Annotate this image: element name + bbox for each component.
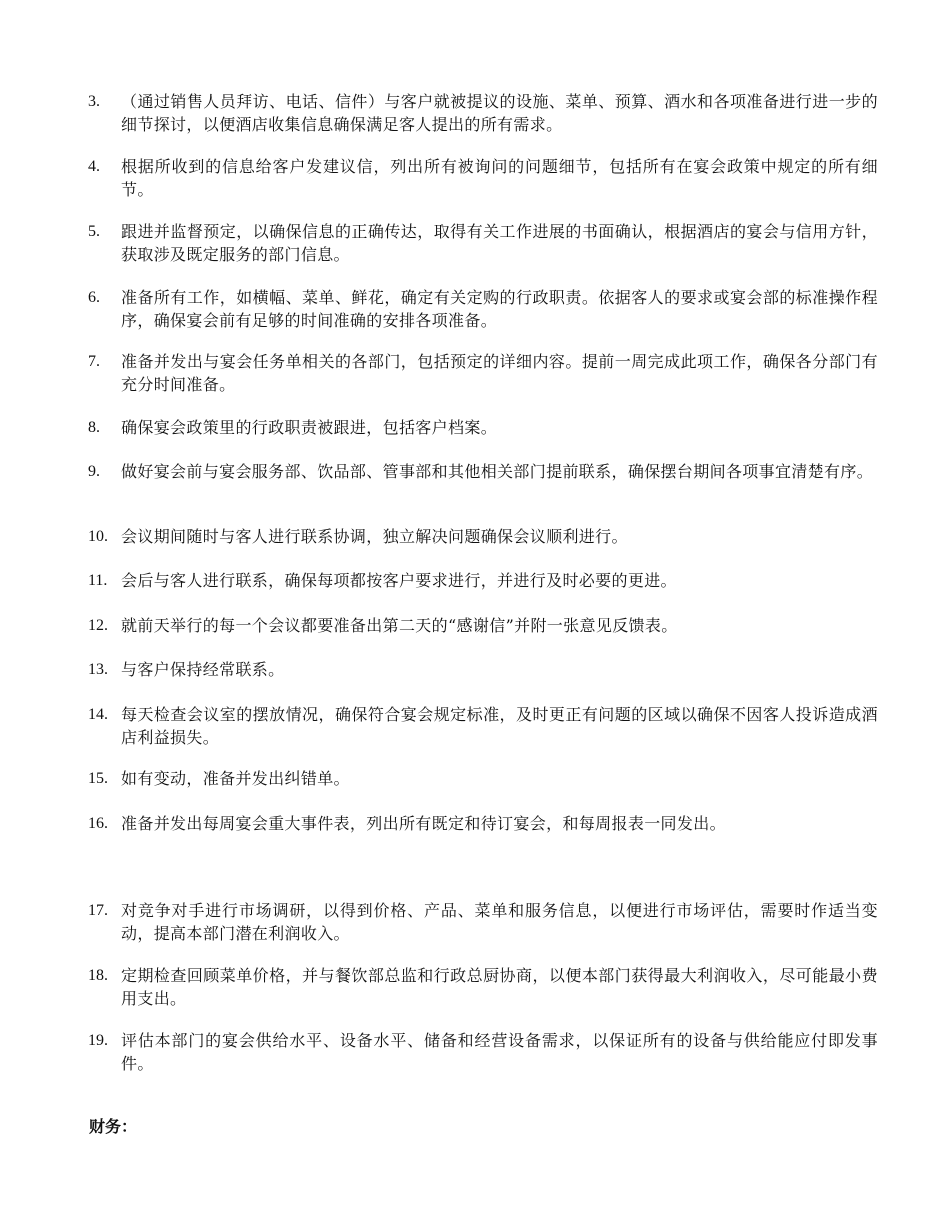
list-item — [88, 614, 878, 637]
item-number: 8. — [88, 419, 100, 436]
list-item — [88, 286, 878, 332]
item-number: 13. — [88, 661, 108, 678]
item-number: 7. — [88, 353, 100, 370]
item-text: 准备并发出每周宴会重大事件表，列出所有既定和待订宴会，和每周报表一同发出。 — [121, 814, 726, 833]
item-text: 就前天举行的每一个会议都要准备出第二天的“感谢信”并附一张意见反馈表。 — [121, 616, 678, 635]
item-text: 评估本部门的宴会供给水平、设备水平、储备和经营设备需求，以保证所有的设备与供给能应付即发事件。 — [121, 1031, 878, 1073]
item-text: 会议期间随时与客人进行联系协调，独立解决问题确保会议顺利进行。 — [121, 527, 628, 546]
item-number: 17. — [88, 902, 108, 919]
item-text: 如有变动，准备并发出纠错单。 — [121, 769, 350, 788]
list-item — [88, 569, 878, 592]
item-number: 14. — [88, 706, 108, 723]
item-text: 准备所有工作，如横幅、菜单、鲜花，确定有关定购的行政职责。依据客人的要求或宴会部的标准操作程序，确保宴会前有足够的时间准确的安排各项准备。 — [121, 288, 878, 330]
list-item — [88, 155, 878, 201]
item-text: 对竞争对手进行市场调研，以得到价格、产品、菜单和服务信息，以便进行市场评估，需要时作适当变动，提高本部门潜在利润收入。 — [121, 901, 878, 943]
item-number: 3. — [88, 93, 100, 110]
list-item — [88, 90, 878, 136]
item-text: 确保宴会政策里的行政职责被跟进，包括客户档案。 — [121, 418, 498, 437]
item-number: 9. — [88, 463, 100, 480]
list-item — [88, 1029, 878, 1075]
item-text: 根据所收到的信息给客户发建议信，列出所有被询问的问题细节，包括所有在宴会政策中规定的所有细节。 — [121, 157, 878, 199]
item-text: 每天检查会议室的摆放情况，确保符合宴会规定标准，及时更正有问题的区域以确保不因客人投诉造成酒店利益损失。 — [121, 705, 878, 747]
list-item — [88, 767, 878, 790]
list-item — [88, 416, 878, 439]
list-item — [88, 899, 878, 945]
list-item — [88, 525, 878, 548]
item-text: 做好宴会前与宴会服务部、饮品部、管事部和其他相关部门提前联系，确保摆台期间各项事宜清楚有序。 — [121, 462, 874, 481]
list-item — [88, 703, 878, 749]
item-number: 18. — [88, 967, 108, 984]
item-number: 11. — [88, 572, 108, 589]
list-item — [88, 460, 878, 483]
item-number: 4. — [88, 158, 100, 175]
item-number: 15. — [88, 770, 108, 787]
section-heading-finance: 财务： — [89, 1117, 138, 1136]
item-number: 12. — [88, 617, 108, 634]
list-item — [88, 350, 878, 396]
item-text: （通过销售人员拜访、电话、信件）与客户就被提议的设施、菜单、预算、酒水和各项准备进行进一步的细节探讨，以便酒店收集信息确保满足客人提出的所有需求。 — [121, 92, 878, 134]
item-text: 会后与客人进行联系，确保每项都按客户要求进行，并进行及时必要的更进。 — [121, 571, 677, 590]
list-item — [88, 220, 878, 266]
item-text: 与客户保持经常联系。 — [121, 660, 285, 679]
list-item — [88, 964, 878, 1010]
list-item — [88, 812, 878, 835]
item-number: 6. — [88, 289, 100, 306]
item-number: 19. — [88, 1032, 108, 1049]
item-text: 跟进并监督预定，以确保信息的正确传达，取得有关工作进展的书面确认，根据酒店的宴会与信用方针，获取涉及既定服务的部门信息。 — [121, 222, 878, 264]
item-number: 16. — [88, 815, 108, 832]
list-item — [88, 658, 878, 681]
item-number: 5. — [88, 223, 100, 240]
item-text: 准备并发出与宴会任务单相关的各部门，包括预定的详细内容。提前一周完成此项工作，确保各分部门有充分时间准备。 — [121, 352, 878, 394]
item-text: 定期检查回顾菜单价格，并与餐饮部总监和行政总厨协商，以便本部门获得最大利润收入，尽可能最小费用支出。 — [121, 966, 878, 1008]
item-number: 10. — [88, 528, 108, 545]
